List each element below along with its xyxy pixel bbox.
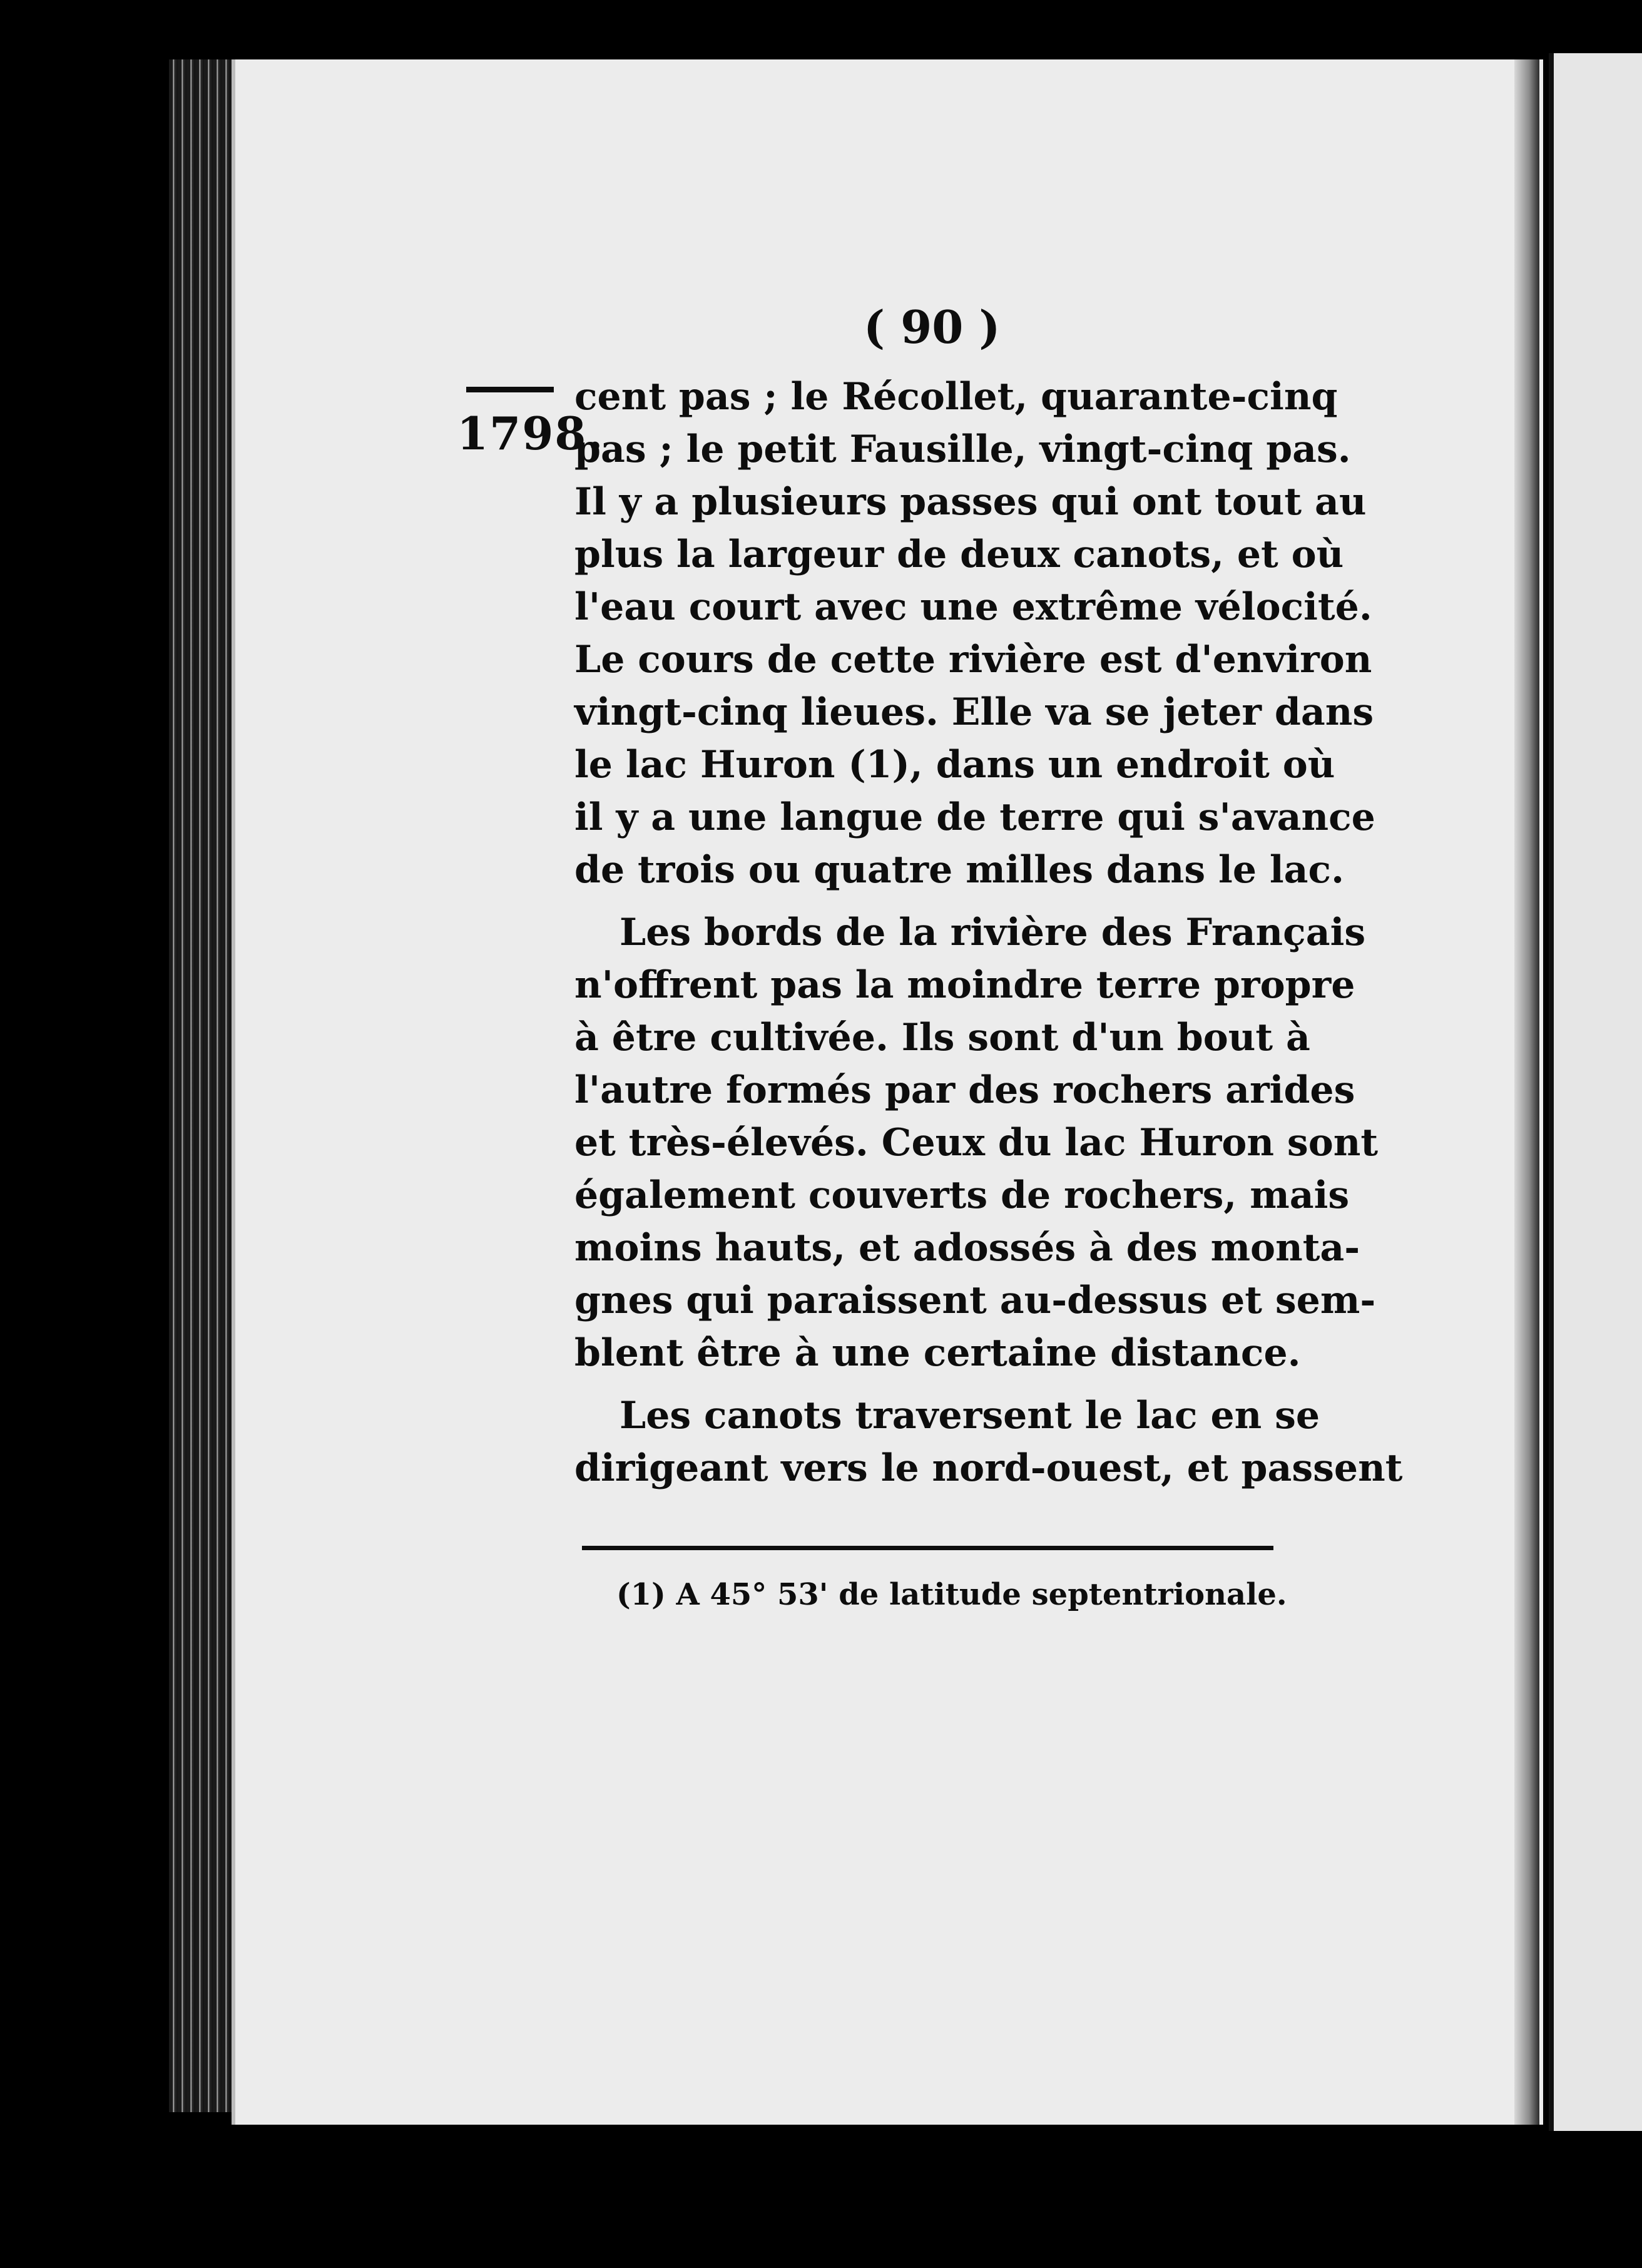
text-line: le lac Huron (1), dans un endroit où [574,743,1335,787]
body-text [574,370,1403,1494]
text-line: de trois ou quatre milles dans le lac. [574,848,1344,892]
next-page-edge [1549,53,1642,2131]
text-line: Les bords de la rivière des Français [620,911,1366,954]
paragraph-gap [574,896,1288,906]
book-page-edges [169,59,238,2112]
footnote: (1) A 45° 53' de latitude septentrionale. [616,1577,1287,1612]
text-line: il y a une langue de terre qui s'avance [574,795,1375,839]
text-line: gnes qui paraissent au-dessus et sem- [574,1279,1376,1322]
text-line: l'autre formés par des rochers arides [574,1068,1355,1112]
text-line: Les canots traversent le lac en se [620,1394,1320,1438]
text-line: vingt-cinq lieues. Elle va se jeter dans [574,690,1374,734]
book-gutter-shadow [1514,59,1539,2125]
text-line: également couverts de rochers, mais [574,1173,1350,1217]
text-line: cent pas ; le Récollet, quarante-cinq [574,375,1338,419]
text-line: Il y a plusieurs passes qui ont tout au [574,480,1367,524]
text-line: blent être à une certaine distance. [574,1331,1301,1375]
text-line: moins hauts, et adossés à des monta- [574,1226,1360,1270]
text-line: à être cultivée. Ils sont d'un bout à [574,1016,1310,1060]
paragraph-gap [574,1379,1288,1389]
page-number: ( 90 ) [864,300,1001,354]
text-line: et très-élevés. Ceux du lac Huron sont [574,1121,1379,1165]
footnote-rule [582,1546,1273,1550]
text-line: plus la largeur de deux canots, et où [574,533,1344,576]
text-line: Le cours de cette rivière est d'environ [574,638,1372,682]
text-line: n'offrent pas la moindre terre propre [574,963,1355,1007]
text-line: pas ; le petit Fausille, vingt-cinq pas. [574,427,1351,471]
margin-year: 1798. [457,407,604,460]
text-line: dirigeant vers le nord-ouest, et passent [574,1446,1403,1490]
margin-rule [466,387,554,392]
text-line: l'eau court avec une extrême vélocité. [574,585,1372,629]
